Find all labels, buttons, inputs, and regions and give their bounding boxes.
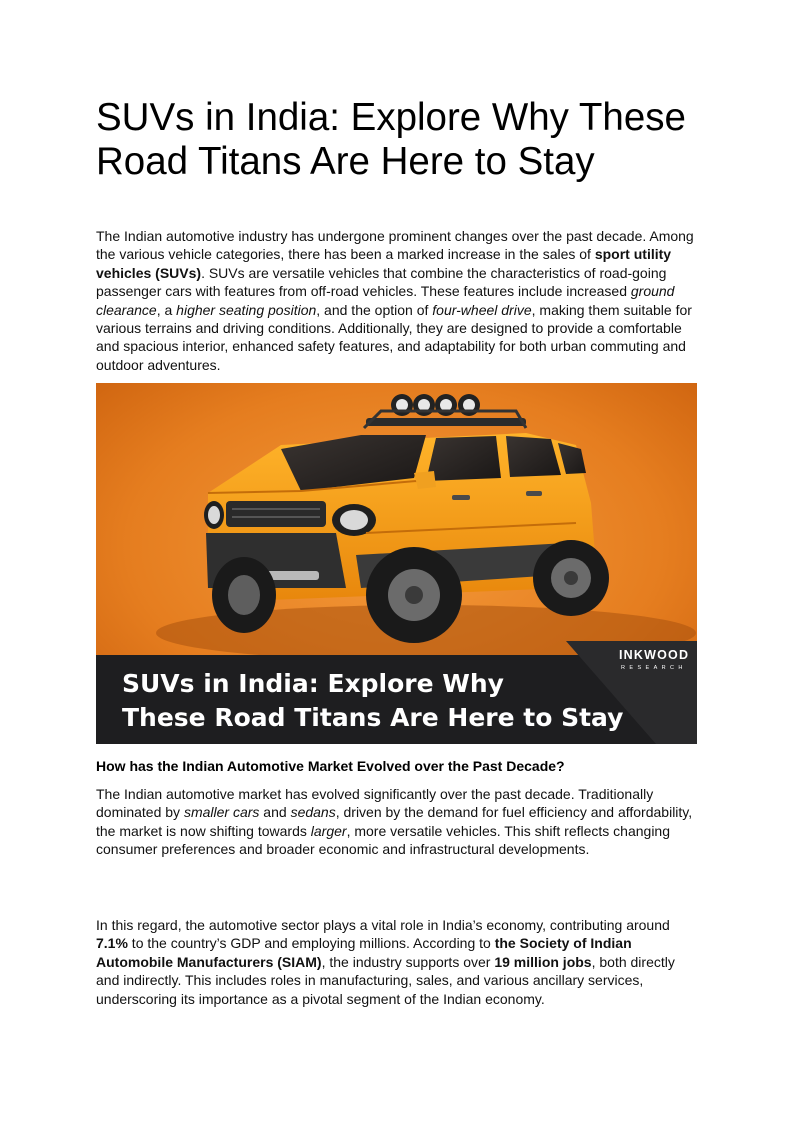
hero-image — [96, 383, 697, 744]
inkwood-logo — [619, 648, 689, 671]
hero-illustration — [96, 383, 697, 744]
text-run: , making them suitable for various terrains and driving conditions. Additionally, they are designed to provide a comfortable and spacious interior, enhanced safety features, and adaptability for both urban commuting and outdoor adventures. — [96, 301, 692, 373]
title-banner — [96, 641, 697, 744]
article-title: SUVs in India: Explore Why These Road Titans Are Here to Stay — [96, 96, 686, 183]
emphasis-italic: higher seating position — [176, 301, 317, 318]
text-run: , driven by the demand for fuel efficiency and affordability, the market is now shifting towards — [96, 804, 693, 839]
front-left-wheel — [212, 557, 276, 633]
text-run: The Indian automotive market has evolved significantly over the past decade. Traditionally dominated by — [96, 786, 654, 821]
market-evolution-paragraph — [96, 785, 696, 859]
banner-title-line1: SUVs in India: Explore Why — [122, 669, 504, 698]
banner-title-line2: These Road Titans Are Here to Stay — [122, 703, 624, 732]
text-run: , the industry supports over — [321, 953, 495, 970]
text-run: , a — [156, 301, 177, 318]
emphasis-bold: sport utility vehicles (SUVs) — [96, 246, 672, 281]
emphasis-bold: 7.1% — [96, 935, 128, 952]
text-run: In this regard, the automotive sector plays a vital role in India’s economy, contributing around — [96, 917, 670, 933]
emphasis-italic: four-wheel drive — [432, 301, 532, 318]
text-run: . SUVs are versatile vehicles that combine the characteristics of road-going passenger cars with features from off-road vehicles. These features include increased — [96, 264, 667, 300]
rear-wheel — [533, 540, 609, 616]
emphasis-bold: 19 million jobs — [494, 953, 592, 970]
intro-paragraph — [96, 227, 698, 374]
brand-subtitle: RESEARCH — [621, 665, 687, 671]
section-heading: How has the Indian Automotive Market Evolved over the Past Decade? — [96, 758, 565, 774]
emphasis-italic: sedans — [290, 804, 336, 821]
text-run: , and the option of — [316, 301, 433, 318]
text-run: , both directly and indirectly. This includes roles in manufacturing, sales, and various ancillary services, underscoring its importance as a pivotal segment of the Indian economy. — [96, 953, 675, 1007]
front-wheel — [366, 547, 462, 643]
text-run: , more versatile vehicles. This shift reflects changing consumer preferences and broader economic and infrastructural developments. — [96, 822, 670, 858]
text-run: and — [259, 804, 291, 821]
emphasis-bold: the Society of Indian Automobile Manufacturers (SIAM) — [96, 935, 632, 970]
brand-name: INKWOOD — [619, 648, 690, 662]
text-run: The Indian automotive industry has undergone prominent changes over the past decade. Among the various vehicle categories, there has been a marked increase in the sales of — [96, 228, 694, 263]
emphasis-italic: larger — [310, 822, 347, 839]
automotive-economy-paragraph — [96, 916, 698, 1008]
emphasis-italic: ground clearance — [96, 283, 675, 318]
emphasis-italic: smaller cars — [183, 804, 260, 821]
text-run: to the country’s GDP and employing millions. According to — [127, 935, 495, 952]
